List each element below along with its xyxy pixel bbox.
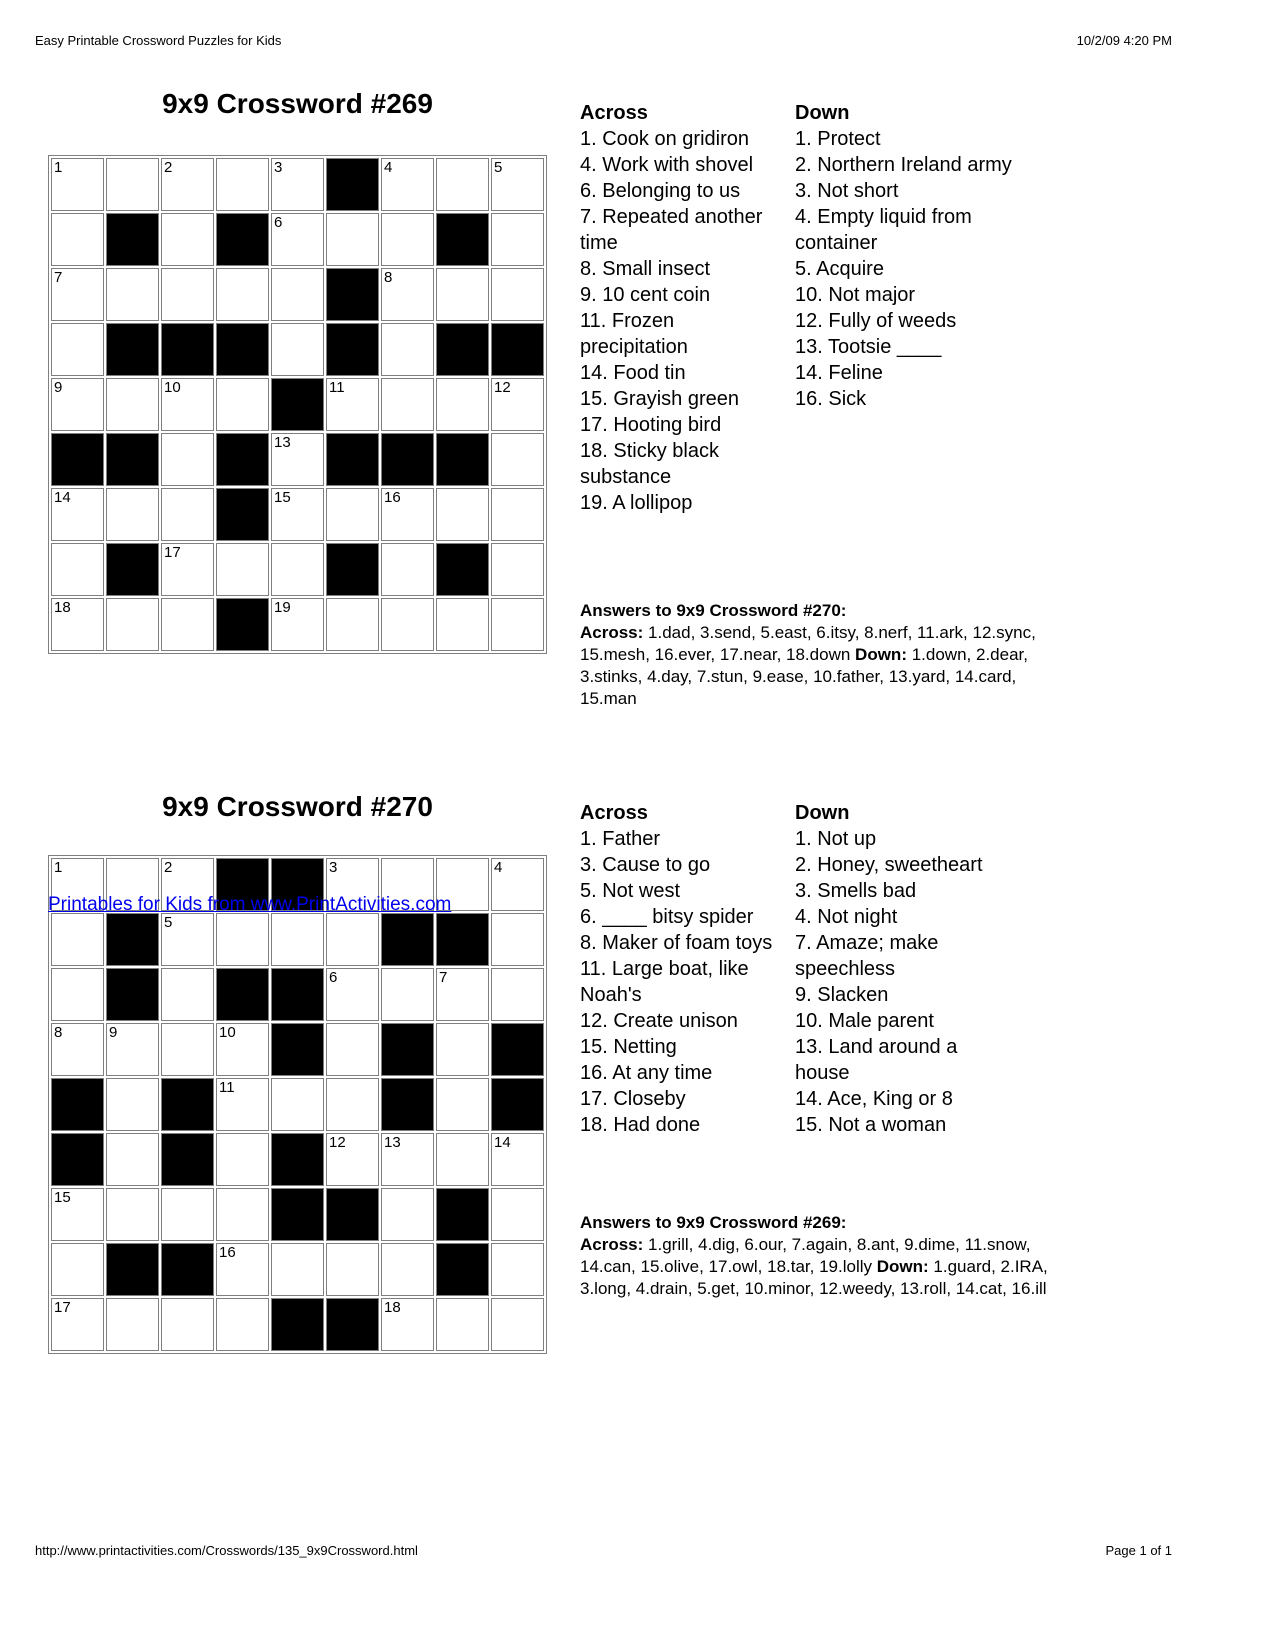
grid-cell-black <box>51 1078 104 1131</box>
grid-cell-black <box>326 543 379 596</box>
cell-number: 18 <box>54 599 71 616</box>
cell-number: 1 <box>54 859 63 876</box>
clue-item: 8. Small insect <box>580 258 711 280</box>
cell-number: 2 <box>164 859 173 876</box>
answers-heading: Answers to 9x9 Crossword #269: <box>580 1213 847 1232</box>
clue-item: 1. Father <box>580 828 661 850</box>
grid-cell <box>216 1133 269 1186</box>
grid-cell <box>271 433 324 486</box>
grid-row <box>51 1133 544 1186</box>
grid-cell-black <box>436 913 489 966</box>
cell-number: 4 <box>494 859 503 876</box>
grid-cell <box>161 1298 214 1351</box>
grid-cell <box>271 543 324 596</box>
grid-cell <box>161 913 214 966</box>
grid-cell <box>51 488 104 541</box>
grid-cell-black <box>436 1243 489 1296</box>
clue-item: 10. Not major <box>795 284 916 306</box>
clue-item: 14. Feline <box>795 362 883 384</box>
grid-cell-black <box>436 323 489 376</box>
grid-cell-black <box>106 323 159 376</box>
grid-cell <box>491 268 544 321</box>
grid-cell <box>326 1023 379 1076</box>
cell-number: 14 <box>54 489 71 506</box>
clue-item: 9. 10 cent coin <box>580 284 711 306</box>
answers-down-text: 1.guard, 2.IRA, 3.long, 4.drain, 5.get, 10.minor, 12.weedy, 13.roll, 14.cat, 16.ill <box>580 1257 1048 1298</box>
grid-cell-black <box>326 158 379 211</box>
grid-cell <box>106 488 159 541</box>
crossword-grid-270 <box>48 855 547 1354</box>
answers-block-270 <box>580 600 1055 710</box>
cell-number: 14 <box>494 1134 511 1151</box>
cell-number: 1 <box>54 159 63 176</box>
clue-item: 7. Repeated another time <box>580 206 763 254</box>
grid-cell <box>491 488 544 541</box>
grid-cell <box>326 598 379 651</box>
cell-number: 5 <box>494 159 503 176</box>
clue-item: 14. Ace, King or 8 <box>795 1088 953 1110</box>
grid-cell <box>436 378 489 431</box>
grid-cell <box>51 598 104 651</box>
clue-item: 11. Frozen precipitation <box>580 310 688 358</box>
clue-item: 10. Male parent <box>795 1010 934 1032</box>
print-header-datetime: 10/2/09 4:20 PM <box>1076 33 1172 48</box>
answers-across-text: 1.dad, 3.send, 5.east, 6.itsy, 8.nerf, 11.ark, 12.sync, 15.mesh, 16.ever, 17.near, 18.down <box>580 623 1036 664</box>
print-header-title: Easy Printable Crossword Puzzles for Kids <box>35 33 282 48</box>
grid-cell-black <box>106 968 159 1021</box>
grid-cell-black <box>161 1133 214 1186</box>
puzzle-270-down-column <box>795 800 1000 1138</box>
grid-row <box>51 1078 544 1131</box>
grid-cell-black <box>106 433 159 486</box>
grid-row <box>51 1188 544 1241</box>
grid-cell <box>106 1078 159 1131</box>
grid-cell-black <box>271 1133 324 1186</box>
grid-cell <box>436 158 489 211</box>
grid-cell-black <box>326 323 379 376</box>
grid-cell <box>436 1078 489 1131</box>
grid-cell <box>436 1023 489 1076</box>
grid-row <box>51 968 544 1021</box>
clue-item: 4. Empty liquid from container <box>795 206 972 254</box>
cell-number: 7 <box>54 269 63 286</box>
clue-item: 13. Land around a house <box>795 1036 958 1084</box>
grid-cell <box>326 1133 379 1186</box>
grid-cell-black <box>271 378 324 431</box>
grid-cell <box>491 858 544 911</box>
grid-cell <box>51 543 104 596</box>
grid-cell-black <box>491 1078 544 1131</box>
grid-cell <box>436 268 489 321</box>
printables-link[interactable]: Printables for Kids from www.PrintActivities.com <box>48 894 452 915</box>
grid-cell-black <box>106 1243 159 1296</box>
grid-cell-black <box>216 213 269 266</box>
grid-cell <box>381 213 434 266</box>
grid-row <box>51 1243 544 1296</box>
cell-number: 16 <box>384 489 401 506</box>
grid-cell <box>161 378 214 431</box>
answers-across-label: Across: <box>580 1235 644 1254</box>
grid-cell-black <box>436 543 489 596</box>
grid-cell-black <box>106 913 159 966</box>
down-clue-list <box>795 126 1057 412</box>
grid-cell <box>271 268 324 321</box>
clue-item: 15. Netting <box>580 1036 677 1058</box>
cell-number: 3 <box>274 159 283 176</box>
grid-cell <box>161 158 214 211</box>
answers-down-label: Down: <box>876 1257 929 1276</box>
cell-number: 6 <box>274 214 283 231</box>
grid-cell-black <box>161 1243 214 1296</box>
grid-cell <box>161 433 214 486</box>
grid-cell <box>106 1133 159 1186</box>
clue-item: 1. Cook on gridiron <box>580 128 749 150</box>
grid-row <box>51 268 544 321</box>
grid-cell <box>491 968 544 1021</box>
grid-cell <box>161 598 214 651</box>
grid-row <box>51 323 544 376</box>
grid-cell <box>51 913 104 966</box>
grid-cell <box>271 323 324 376</box>
grid-row <box>51 213 544 266</box>
grid-cell <box>106 1188 159 1241</box>
clue-item: 16. Sick <box>795 388 867 410</box>
clue-item: 3. Smells bad <box>795 880 917 902</box>
grid-cell-black <box>161 1078 214 1131</box>
cell-number: 15 <box>274 489 291 506</box>
cell-number: 11 <box>219 1079 235 1096</box>
grid-cell <box>106 1298 159 1351</box>
clue-item: 5. Not west <box>580 880 681 902</box>
cell-number: 4 <box>384 159 393 176</box>
cell-number: 18 <box>384 1299 401 1316</box>
grid-cell <box>106 158 159 211</box>
grid-cell <box>326 1243 379 1296</box>
clue-item: 8. Maker of foam toys <box>580 932 773 954</box>
clue-item: 6. ____ bitsy spider <box>580 906 754 928</box>
grid-cell <box>51 1188 104 1241</box>
cell-number: 13 <box>384 1134 401 1151</box>
grid-cell <box>51 1023 104 1076</box>
grid-row <box>51 543 544 596</box>
clue-item: 4. Work with shovel <box>580 154 754 176</box>
grid-cell <box>326 213 379 266</box>
answers-down-label: Down: <box>855 645 907 664</box>
print-footer-url: http://www.printactivities.com/Crosswords/135_9x9Crossword.html <box>35 1543 418 1558</box>
grid-cell <box>161 213 214 266</box>
grid-cell <box>161 268 214 321</box>
grid-cell <box>216 268 269 321</box>
grid-cell <box>326 488 379 541</box>
clue-item: 9. Slacken <box>795 984 889 1006</box>
grid-cell <box>216 1298 269 1351</box>
clue-item: 12. Create unison <box>580 1010 738 1032</box>
cell-number: 9 <box>109 1024 118 1041</box>
down-clue-list <box>795 826 1000 1138</box>
puzzle-270-title: 9x9 Crossword #270 <box>162 791 433 822</box>
grid-cell <box>51 323 104 376</box>
grid-cell-black <box>436 213 489 266</box>
grid-cell <box>381 378 434 431</box>
grid-cell <box>216 378 269 431</box>
grid-cell <box>271 158 324 211</box>
grid-cell <box>381 1298 434 1351</box>
grid-cell <box>436 1298 489 1351</box>
cell-number: 8 <box>54 1024 63 1041</box>
down-heading: Down <box>795 102 850 124</box>
grid-cell-black <box>326 1188 379 1241</box>
grid-cell <box>326 913 379 966</box>
grid-cell-black <box>326 1298 379 1351</box>
grid-cell <box>161 968 214 1021</box>
grid-cell <box>381 598 434 651</box>
grid-cell <box>491 913 544 966</box>
cell-number: 10 <box>164 379 181 396</box>
print-footer-page-label: Page 1 of 1 <box>1105 1543 1172 1558</box>
grid-cell <box>491 433 544 486</box>
grid-cell <box>436 1133 489 1186</box>
grid-cell-black <box>381 433 434 486</box>
grid-row <box>51 1298 544 1351</box>
answers-body <box>580 622 1055 710</box>
clue-item: 2. Northern Ireland army <box>795 154 1012 176</box>
down-heading: Down <box>795 802 850 824</box>
grid-cell <box>491 1133 544 1186</box>
grid-row <box>51 598 544 651</box>
cell-number: 5 <box>164 914 173 931</box>
grid-cell <box>491 1298 544 1351</box>
grid-cell <box>106 1023 159 1076</box>
grid-cell <box>491 213 544 266</box>
grid-cell-black <box>326 268 379 321</box>
grid-cell-black <box>436 433 489 486</box>
cell-number: 13 <box>274 434 291 451</box>
clue-item: 18. Had done <box>580 1114 701 1136</box>
grid-cell <box>51 378 104 431</box>
grid-cell-black <box>436 1188 489 1241</box>
puzzle-269-title: 9x9 Crossword #269 <box>162 88 433 119</box>
grid-cell <box>51 213 104 266</box>
puzzle-269-across-column <box>580 100 785 516</box>
grid-cell <box>491 1188 544 1241</box>
grid-cell <box>381 158 434 211</box>
grid-cell <box>491 598 544 651</box>
grid-cell <box>51 1243 104 1296</box>
grid-cell-black <box>491 323 544 376</box>
cell-number: 17 <box>54 1299 71 1316</box>
crossword-grid-269 <box>48 155 547 654</box>
clue-item: 17. Closeby <box>580 1088 686 1110</box>
grid-cell-black <box>326 433 379 486</box>
grid-cell-black <box>381 1078 434 1131</box>
cell-number: 17 <box>164 544 181 561</box>
grid-row <box>51 378 544 431</box>
grid-cell-black <box>216 968 269 1021</box>
clue-item: 19. A lollipop <box>580 492 693 514</box>
cell-number: 12 <box>329 1134 346 1151</box>
grid-cell-black <box>216 488 269 541</box>
grid-cell <box>51 968 104 1021</box>
cell-number: 3 <box>329 859 338 876</box>
clue-item: 15. Grayish green <box>580 388 739 410</box>
grid-cell <box>51 268 104 321</box>
clue-item: 15. Not a woman <box>795 1114 947 1136</box>
grid-cell <box>381 1133 434 1186</box>
grid-cell <box>326 378 379 431</box>
grid-row <box>51 913 544 966</box>
grid-cell-black <box>271 1023 324 1076</box>
grid-cell <box>51 1298 104 1351</box>
grid-cell-black <box>271 968 324 1021</box>
clue-item: 4. Not night <box>795 906 898 928</box>
clue-item: 3. Cause to go <box>580 854 711 876</box>
grid-cell <box>216 1023 269 1076</box>
grid-cell <box>381 268 434 321</box>
grid-cell-black <box>271 1298 324 1351</box>
grid-row <box>51 488 544 541</box>
grid-cell <box>381 543 434 596</box>
grid-cell <box>216 1188 269 1241</box>
clue-item: 7. Amaze; make speechless <box>795 932 939 980</box>
cell-number: 10 <box>219 1024 236 1041</box>
cell-number: 12 <box>494 379 511 396</box>
grid-cell <box>271 213 324 266</box>
grid-cell <box>161 1188 214 1241</box>
grid-cell <box>216 913 269 966</box>
cell-number: 19 <box>274 599 291 616</box>
grid-cell <box>106 378 159 431</box>
across-clue-list <box>580 826 792 1138</box>
grid-cell <box>381 968 434 1021</box>
across-clue-list <box>580 126 785 516</box>
answers-across-text: 1.grill, 4.dig, 6.our, 7.again, 8.ant, 9.dime, 11.snow, 14.can, 15.olive, 17.owl, 18.tar, 19.lolly <box>580 1235 1031 1276</box>
clue-item: 6. Belonging to us <box>580 180 741 202</box>
cell-number: 9 <box>54 379 63 396</box>
clue-item: 16. At any time <box>580 1062 713 1084</box>
grid-cell <box>491 378 544 431</box>
grid-cell <box>106 268 159 321</box>
grid-cell-black <box>51 433 104 486</box>
cell-number: 16 <box>219 1244 236 1261</box>
cell-number: 8 <box>384 269 393 286</box>
grid-cell <box>436 488 489 541</box>
grid-cell-black <box>51 1133 104 1186</box>
grid-cell <box>161 488 214 541</box>
cell-number: 2 <box>164 159 173 176</box>
grid-cell <box>51 158 104 211</box>
puzzle-270-across-column <box>580 800 792 1138</box>
grid-cell <box>271 488 324 541</box>
clue-item: 13. Tootsie ____ <box>795 336 942 358</box>
cell-number: 7 <box>439 969 448 986</box>
grid-cell <box>381 323 434 376</box>
grid-cell-black <box>161 323 214 376</box>
clue-item: 1. Protect <box>795 128 881 150</box>
grid-cell <box>381 1188 434 1241</box>
answers-body <box>580 1234 1055 1300</box>
puzzle-269-down-column <box>795 100 1057 412</box>
grid-row <box>51 1023 544 1076</box>
across-heading: Across <box>580 102 648 124</box>
clue-item: 12. Fully of weeds <box>795 310 957 332</box>
grid-cell <box>436 598 489 651</box>
cell-number: 15 <box>54 1189 71 1206</box>
answers-down-text: 1.down, 2.dear, 3.stinks, 4.day, 7.stun, 9.ease, 10.father, 13.yard, 14.card, 15.man <box>580 645 1028 708</box>
grid-cell-black <box>216 323 269 376</box>
grid-cell <box>491 543 544 596</box>
clue-item: 3. Not short <box>795 180 899 202</box>
grid-cell <box>326 968 379 1021</box>
grid-cell-black <box>381 913 434 966</box>
answers-block-269 <box>580 1212 1055 1300</box>
clue-item: 11. Large boat, like Noah's <box>580 958 749 1006</box>
grid-cell <box>161 1023 214 1076</box>
grid-cell <box>381 488 434 541</box>
grid-cell-black <box>216 433 269 486</box>
clue-item: 14. Food tin <box>580 362 686 384</box>
grid-cell <box>271 1243 324 1296</box>
grid-row <box>51 433 544 486</box>
grid-row <box>51 158 544 211</box>
clue-item: 2. Honey, sweetheart <box>795 854 983 876</box>
grid-cell-black <box>381 1023 434 1076</box>
grid-cell <box>271 913 324 966</box>
grid-cell-black <box>216 598 269 651</box>
grid-cell <box>491 1243 544 1296</box>
grid-cell <box>326 1078 379 1131</box>
grid-cell <box>106 598 159 651</box>
grid-cell <box>216 543 269 596</box>
grid-cell-black <box>106 213 159 266</box>
cell-number: 11 <box>329 379 345 396</box>
across-heading: Across <box>580 802 648 824</box>
answers-across-label: Across: <box>580 623 644 642</box>
grid-cell-black <box>106 543 159 596</box>
answers-heading: Answers to 9x9 Crossword #270: <box>580 601 847 620</box>
clue-item: 18. Sticky black substance <box>580 440 719 488</box>
grid-cell <box>161 543 214 596</box>
grid-cell <box>381 1243 434 1296</box>
grid-cell <box>271 1078 324 1131</box>
grid-cell <box>216 1243 269 1296</box>
clue-item: 1. Not up <box>795 828 877 850</box>
grid-cell <box>216 158 269 211</box>
grid-cell-black <box>271 1188 324 1241</box>
grid-cell <box>271 598 324 651</box>
grid-cell <box>216 1078 269 1131</box>
cell-number: 6 <box>329 969 338 986</box>
clue-item: 17. Hooting bird <box>580 414 722 436</box>
grid-cell-black <box>491 1023 544 1076</box>
grid-cell <box>436 968 489 1021</box>
grid-cell <box>491 158 544 211</box>
clue-item: 5. Acquire <box>795 258 884 280</box>
